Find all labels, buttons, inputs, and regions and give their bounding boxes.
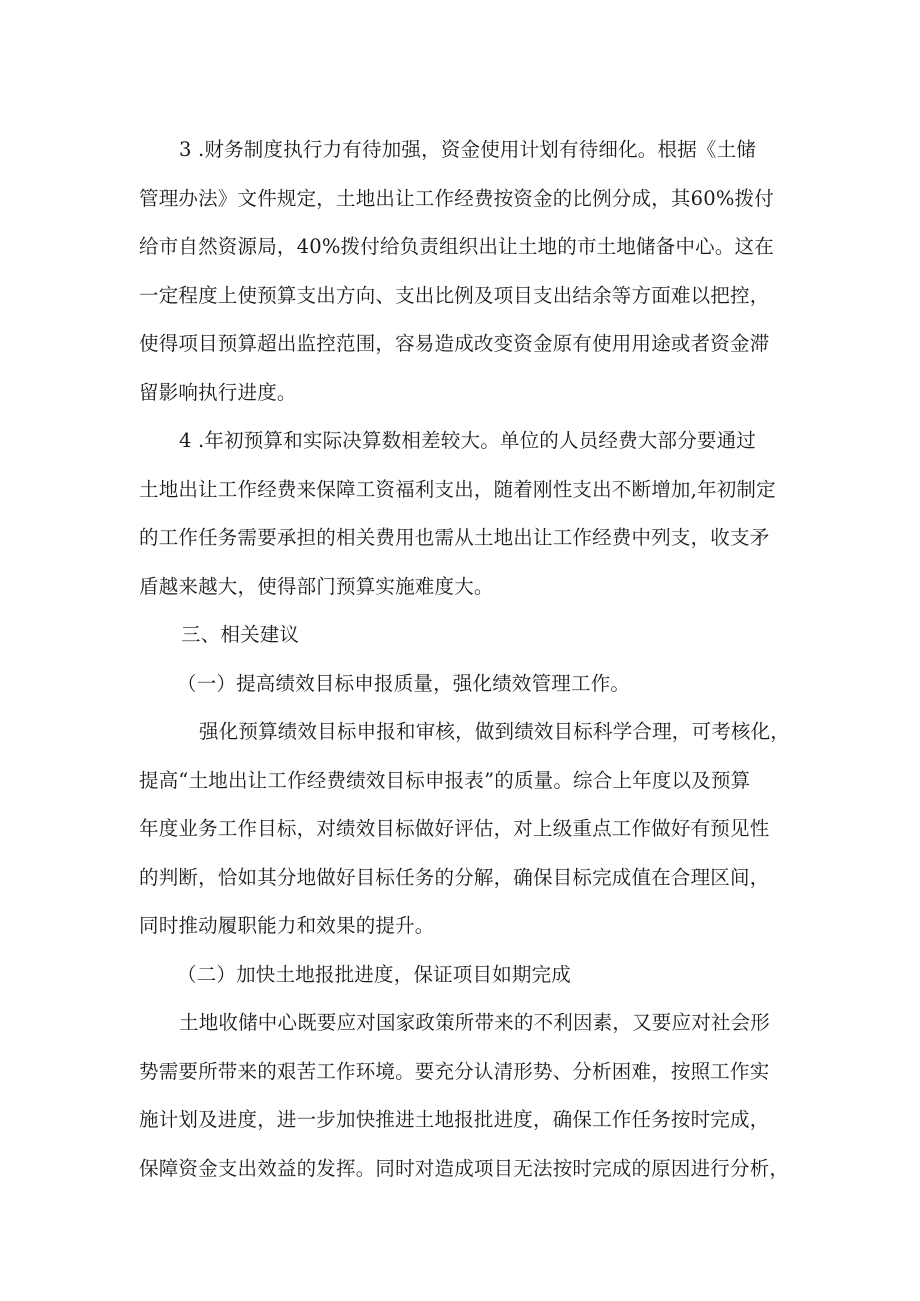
- paragraph-4-line-2: 土地出让工作经费来保障工资福利支出，随着刚性支出不断增加,年初制定: [139, 477, 776, 501]
- paragraph-5-line-4: 的判断，恰如其分地做好目标任务的分解，确保目标完成值在合理区间，: [139, 865, 770, 889]
- paragraph-6-line-1: 土地收储中心既要应对国家政策所带来的不利因素，又要应对社会形: [179, 1011, 771, 1034]
- paragraph-3-line-1: 3 .财务制度执行力有待加强，资金使用计划有待细化。根据《土储: [179, 138, 757, 161]
- section-heading-3: 三、相关建议: [181, 623, 300, 646]
- paragraph-4-line-4: 盾越来越大，使得部门预算实施难度大。: [139, 574, 494, 598]
- subheading-2: （二）加快土地报批进度，保证项目如期完成: [177, 962, 572, 986]
- paragraph-4-line-1: 4 .年初预算和实际决算数相差较大。单位的人员经费大部分要通过: [179, 429, 757, 452]
- paragraph-5-line-3: 年度业务工作目标，对绩效目标做好评估，对上级重点工作做好有预见性: [139, 817, 770, 840]
- paragraph-4-line-3: 的工作任务需要承担的相关费用也需从土地出让工作经费中列支，收支矛: [139, 526, 770, 549]
- paragraph-5-line-1: 强化预算绩效目标申报和审核，做到绩效目标科学合理，可考核化，: [199, 720, 791, 743]
- subheading-1: （一）提高绩效目标申报质量，强化绩效管理工作。: [177, 671, 631, 695]
- paragraph-3-line-3: 给市自然资源局，40%拨付给负责组织出让土地的市土地储备中心。这在: [139, 235, 774, 258]
- paragraph-3-line-5: 使得项目预算超出监控范围，容易造成改变资金原有使用用途或者资金滞: [139, 332, 770, 355]
- paragraph-3-line-4: 一定程度上使预算支出方向、支出比例及项目支出结余等方面难以把控，: [139, 283, 770, 307]
- paragraph-5-line-5: 同时推动履职能力和效果的提升。: [139, 914, 435, 937]
- paragraph-5-line-2: 提高“土地出让工作经费绩效目标申报表”的质量。综合上年度以及预算: [139, 768, 751, 792]
- paragraph-6-line-3: 施计划及进度，进一步加快推进土地报批进度，确保工作任务按时完成，: [139, 1108, 770, 1131]
- paragraph-6-line-4: 保障资金支出效益的发挥。同时对造成项目无法按时完成的原因进行分析，: [139, 1156, 790, 1180]
- paragraph-3-line-2: 管理办法》文件规定，土地出让工作经费按资金的比例分成，其60%拨付: [139, 186, 774, 210]
- paragraph-6-line-2: 势需要所带来的艰苦工作环境。要充分认清形势、分析困难，按照工作实: [139, 1059, 770, 1083]
- paragraph-3-line-6: 留影响执行进度。: [139, 380, 297, 404]
